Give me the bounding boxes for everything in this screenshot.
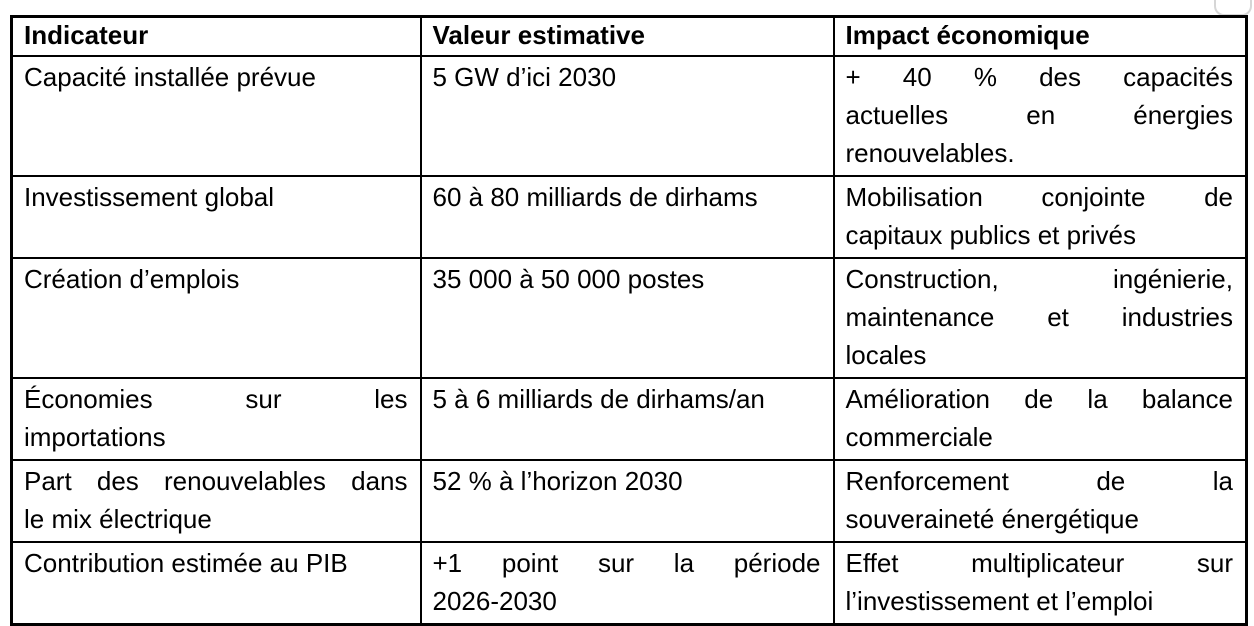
cell-line: Part des renouvelables dans: [24, 466, 408, 496]
value-cell: [421, 378, 834, 460]
cell-line: Création d’emplois: [24, 264, 240, 294]
cell-line: Économies sur les: [24, 384, 408, 414]
indicators-table: [10, 15, 1248, 626]
indicator-cell: [12, 56, 421, 176]
cell-line: l’investissement et l’emploi: [845, 586, 1154, 616]
column-header-indicateur: Indicateur: [12, 17, 421, 57]
cell-line: 2026-2030: [432, 586, 557, 616]
impact-cell: [834, 176, 1247, 258]
value-cell: [421, 176, 834, 258]
impact-cell: [834, 460, 1247, 542]
table-row: [12, 542, 1247, 625]
cell-line: Contribution estimée au PIB: [24, 548, 348, 578]
indicator-cell: [12, 176, 421, 258]
cell-line: + 40 % des capacités: [845, 62, 1233, 92]
value-cell: [421, 542, 834, 625]
impact-cell: [834, 542, 1247, 625]
value-cell: [421, 56, 834, 176]
cell-line: Investissement global: [24, 182, 275, 212]
table-row: [12, 460, 1247, 542]
value-cell: [421, 460, 834, 542]
cell-line: 35 000 à 50 000 postes: [432, 264, 705, 294]
cell-line: Amélioration de la balance: [845, 384, 1233, 414]
indicator-cell: [12, 542, 421, 625]
cell-line: 5 à 6 milliards de dirhams/an: [432, 384, 765, 414]
cell-line: Mobilisation conjointe de: [845, 182, 1233, 212]
table-row: [12, 56, 1247, 176]
cell-line: Renforcement de la: [845, 466, 1233, 496]
cell-line: Effet multiplicateur sur: [845, 548, 1233, 578]
window-corner-artifact: [1214, 0, 1252, 16]
column-header-impact-economique: Impact économique: [834, 17, 1247, 57]
column-header-valeur-estimative: Valeur estimative: [421, 17, 834, 57]
cell-line: 60 à 80 milliards de dirhams: [432, 182, 758, 212]
indicator-cell: [12, 378, 421, 460]
cell-line: 5 GW d’ici 2030: [432, 62, 617, 92]
table-row: [12, 176, 1247, 258]
impact-cell: [834, 378, 1247, 460]
indicator-cell: [12, 258, 421, 378]
cell-line: commerciale: [845, 422, 993, 452]
cell-line: le mix électrique: [24, 504, 212, 534]
indicator-cell: [12, 460, 421, 542]
cell-line: 52 % à l’horizon 2030: [432, 466, 683, 496]
cell-line: actuelles en énergies: [845, 100, 1233, 130]
value-cell: [421, 258, 834, 378]
cell-line: locales: [845, 340, 927, 370]
table-row: [12, 378, 1247, 460]
cell-line: +1 point sur la période: [432, 548, 821, 578]
cell-line: souveraineté énergétique: [845, 504, 1139, 534]
cell-line: maintenance et industries: [845, 302, 1233, 332]
impact-cell: [834, 56, 1247, 176]
cell-line: Construction, ingénierie,: [845, 264, 1233, 294]
table-header-row: [12, 17, 1247, 57]
cell-line: importations: [24, 422, 166, 452]
impact-cell: [834, 258, 1247, 378]
cell-line: renouvelables.: [845, 138, 1015, 168]
table-row: [12, 258, 1247, 378]
cell-line: capitaux publics et privés: [845, 220, 1136, 250]
table-body: [12, 56, 1247, 625]
cell-line: Capacité installée prévue: [24, 62, 316, 92]
